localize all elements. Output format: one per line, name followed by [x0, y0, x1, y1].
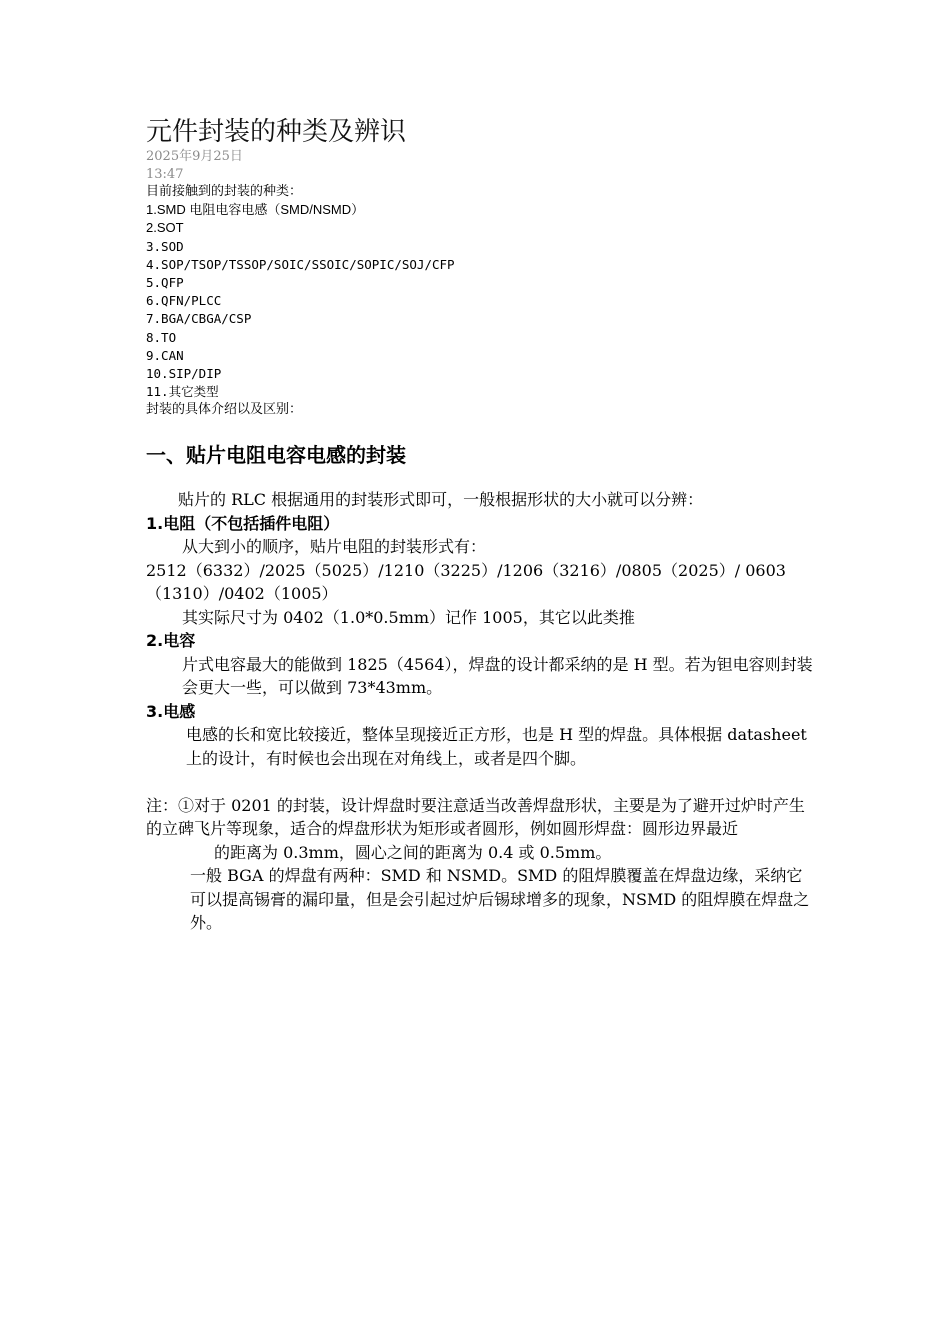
- note-paragraph: 的距离为 0.3mm，圆心之间的距离为 0.4 或 0.5mm。: [214, 842, 612, 862]
- subheading-resistor: 1.电阻（不包括插件电阻）: [146, 513, 340, 533]
- resistor-size-list: 2512（6332）/2025（5025）/1210（3225）/1206（3216）/0805（2025）/ 0603（1310）/0402（1005）: [146, 560, 786, 603]
- list-item: 7.BGA/CBGA/CSP: [146, 311, 252, 327]
- list-item: 4.SOP/TSOP/TSSOP/SOIC/SSOIC/SOPIC/SOJ/CFP: [146, 256, 455, 272]
- paragraph: 片式电容最大的能做到 1825（4564），焊盘的设计都采纳的是 H 型。若为钽电容则封装会更大一些，可以做到 73*43mm。: [182, 654, 813, 697]
- blank-line: [146, 770, 818, 794]
- paragraph: 贴片的 RLC 根据通用的封装形式即可，一般根据形状的大小就可以分辨：: [178, 490, 704, 509]
- list-item: 11.其它类型: [146, 384, 219, 400]
- list-item: 3.SOD: [146, 238, 184, 254]
- note-paragraph: 一般 BGA 的焊盘有两种：SMD 和 NSMD。SMD 的阻焊膜覆盖在焊盘边缘，采纳它可以提高锡膏的漏印量，但是会引起过炉后锡球增多的现象，NSMD 的阻焊膜在焊盘之外。: [190, 866, 810, 932]
- section-body: [146, 488, 818, 935]
- package-type-list: [146, 183, 826, 420]
- list-item: 10.SIP/DIP: [146, 366, 222, 382]
- paragraph: 其实际尺寸为 0402（1.0*0.5mm）记作 1005，其它以此类推: [182, 607, 635, 627]
- note-date: 2025年9月25日: [146, 149, 243, 164]
- list-item: 2.SOT: [146, 220, 184, 236]
- paragraph: 从大到小的顺序，贴片电阻的封装形式有：: [182, 537, 487, 556]
- subheading-capacitor: 2.电容: [146, 631, 196, 650]
- paragraph: 电感的长和宽比较接近，整体呈现接近正方形，也是 H 型的焊盘。具体根据 datasheet 上的设计，有时候也会出现在对角线上，或者是四个脚。: [186, 725, 807, 768]
- page-title: 元件封装的种类及辨识: [146, 117, 407, 147]
- list-item: 9.CAN: [146, 347, 184, 363]
- section-heading: 一、贴片电阻电容电感的封装: [146, 443, 406, 467]
- list-item: 目前接触到的封装的种类：: [146, 184, 303, 199]
- list-item: 6.QFN/PLCC: [146, 293, 222, 309]
- list-item: 封装的具体介绍以及区别：: [146, 402, 303, 418]
- note-time: 13:47: [146, 167, 184, 182]
- subheading-inductor: 3.电感: [146, 701, 196, 721]
- list-item: 1.SMD 电阻电容电感（SMD/NSMD）: [146, 202, 365, 218]
- list-item: 5.QFP: [146, 275, 184, 291]
- note-paragraph: 注：①对于 0201 的封装，设计焊盘时要注意适当改善焊盘形状，主要是为了避开过炉时产生的立碑飞片等现象，适合的焊盘形状为矩形或者圆形，例如圆形焊盘：圆形边界最近: [146, 795, 805, 838]
- list-item: 8.TO: [146, 329, 177, 345]
